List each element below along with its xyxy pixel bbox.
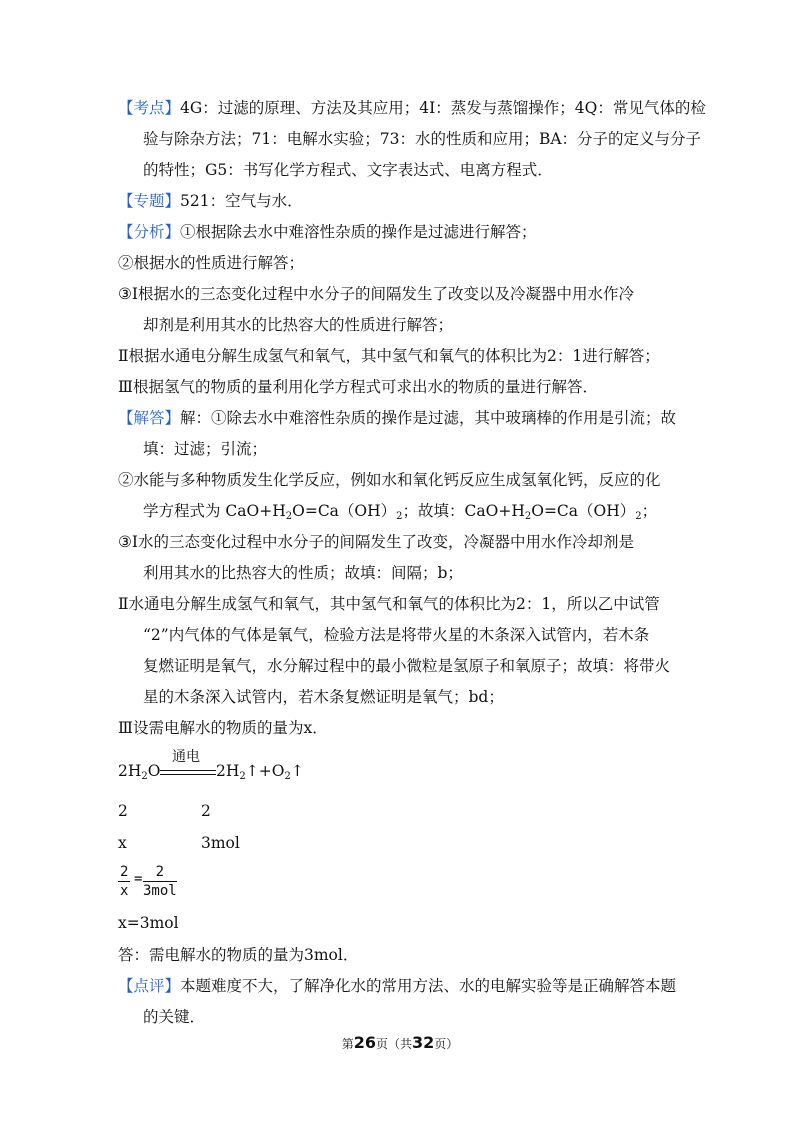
jieda-text-5: ③Ⅰ水的三态变化过程中水分子的间隔发生了改变，冷凝器中用水作冷却剂是 xyxy=(118,533,635,551)
fraction-left-numerator: 2 xyxy=(120,864,129,880)
formula-part: ；故填：CaO+H xyxy=(402,502,525,520)
zhuanti-text: 521：空气与水． xyxy=(180,192,303,210)
formula-part: ↑ xyxy=(290,762,304,780)
fraction-right xyxy=(143,863,177,900)
reaction-condition: 通电 xyxy=(172,749,200,765)
kaodian-line-1 xyxy=(118,97,706,119)
formula-part: O xyxy=(147,762,161,780)
subscript: 2 xyxy=(524,511,532,522)
fenxi-tag: 【分析】 xyxy=(118,223,181,241)
zhuanti-tag: 【专题】 xyxy=(118,192,181,210)
kaodian-text-1: 4G：过滤的原理、方法及其应用；4I：蒸发与蒸馏操作；4Q：常见气体的检 xyxy=(180,99,706,117)
formula-part: 2H xyxy=(216,762,240,780)
jieda-text-4 xyxy=(143,500,657,528)
jieda-text-6: 利用其水的比热容大的性质；故填：间隔；b； xyxy=(143,564,463,582)
ratio-row2-left: x xyxy=(118,834,127,852)
dianping-text-1: 本题难度不大，了解净化水的常用方法、水的电解实验等是正确解答本题 xyxy=(180,977,677,995)
kaodian-text-3: 的特性；G5：书写化学方程式、文字表达式、电离方程式． xyxy=(143,161,553,179)
formula-part: 学方程式为 CaO+H xyxy=(143,502,286,520)
zhuanti-line xyxy=(118,190,303,212)
jieda-text-3: ②水能与多种物质发生化学反应，例如水和氧化钙反应生成氢氧化钙，反应的化 xyxy=(118,471,661,489)
jieda-text-2: 填：过滤；引流； xyxy=(143,440,268,458)
dianping-text-2: 的关键． xyxy=(143,1008,206,1026)
jieda-text-1: 解：①除去水中难溶性杂质的操作是过滤，其中玻璃棒的作用是引流；故 xyxy=(180,409,677,427)
formula-part: 2H xyxy=(118,762,142,780)
ratio-row1-left: 2 xyxy=(118,802,128,820)
footer-suffix: 页） xyxy=(434,1037,459,1051)
subscript: 2 xyxy=(396,511,403,522)
jieda-tag: 【解答】 xyxy=(118,409,181,427)
formula-part: O=Ca（OH） xyxy=(531,502,636,520)
subscript: 2 xyxy=(141,771,148,782)
jieda-line-1 xyxy=(118,407,676,429)
equation-lhs xyxy=(118,762,160,782)
fenxi-text-6: Ⅲ根据氢气的物质的量利用化学方程式可求出水的物质的量进行解答． xyxy=(118,378,598,396)
footer-middle: 页（共 xyxy=(375,1037,412,1051)
page-number: 26 xyxy=(353,1033,376,1052)
total-pages: 32 xyxy=(412,1033,435,1052)
fenxi-text-4: 却剂是利用其水的比热容大的性质进行解答； xyxy=(143,316,454,334)
subscript: 2 xyxy=(284,771,291,782)
subscript: 2 xyxy=(635,511,642,522)
fenxi-line-1 xyxy=(118,221,537,243)
fenxi-text-3: ③Ⅰ根据水的三态变化过程中水分子的间隔发生了改变以及冷凝器中用水作冷 xyxy=(118,285,635,303)
fraction-right-denominator: 3mol xyxy=(143,883,177,899)
fraction-right-numerator: 2 xyxy=(143,863,177,882)
fenxi-text-1: ①根据除去水中难溶性杂质的操作是过滤进行解答； xyxy=(180,223,537,241)
jieda-text-11: Ⅲ设需电解水的物质的量为x． xyxy=(118,719,328,737)
reaction-equals-sign xyxy=(160,770,216,775)
fraction-equals: = xyxy=(134,871,143,887)
fenxi-text-5: Ⅱ根据水通电分解生成氢气和氧气，其中氢气和氧气的体积比为2：1进行解答； xyxy=(118,347,660,365)
jieda-text-10: 星的木条深入试管内，若木条复燃证明是氧气；bd； xyxy=(143,688,504,706)
kaodian-text-2: 验与除杂方法；71：电解水实验；73：水的性质和应用；BA：分子的定义与分子 xyxy=(143,130,702,148)
page-footer xyxy=(0,1033,800,1052)
dianping-line-1 xyxy=(118,975,676,997)
jieda-text-9: 复燃证明是氧气，水分解过程中的最小微粒是氢原子和氧原子；故填：将带火 xyxy=(143,657,671,675)
dianping-tag: 【点评】 xyxy=(118,977,181,995)
fraction-left-denominator: x xyxy=(120,883,129,899)
formula-part: O=Ca（OH） xyxy=(292,502,397,520)
fraction-left xyxy=(118,863,130,900)
subscript: 2 xyxy=(239,771,246,782)
kaodian-tag: 【考点】 xyxy=(118,99,181,117)
subscript: 2 xyxy=(285,511,293,522)
ratio-row2-right: 3mol xyxy=(201,834,240,852)
equation-rhs xyxy=(216,762,304,782)
ratio-row1-right: 2 xyxy=(201,802,211,820)
formula-part: ； xyxy=(641,502,658,520)
formula-part: ↑+O xyxy=(245,762,285,780)
jieda-text-7: Ⅱ水通电分解生成氢气和氧气，其中氢气和氧气的体积比为2：1，所以乙中试管 xyxy=(118,595,660,613)
jieda-text-8: “2”内气体的气体是氧气，检验方法是将带火星的木条深入试管内，若木条 xyxy=(143,626,650,644)
result-line: x=3mol xyxy=(118,914,179,932)
answer-line: 答：需电解水的物质的量为3mol． xyxy=(118,946,359,964)
fenxi-text-2: ②根据水的性质进行解答； xyxy=(118,254,305,272)
footer-prefix: 第 xyxy=(341,1037,354,1051)
